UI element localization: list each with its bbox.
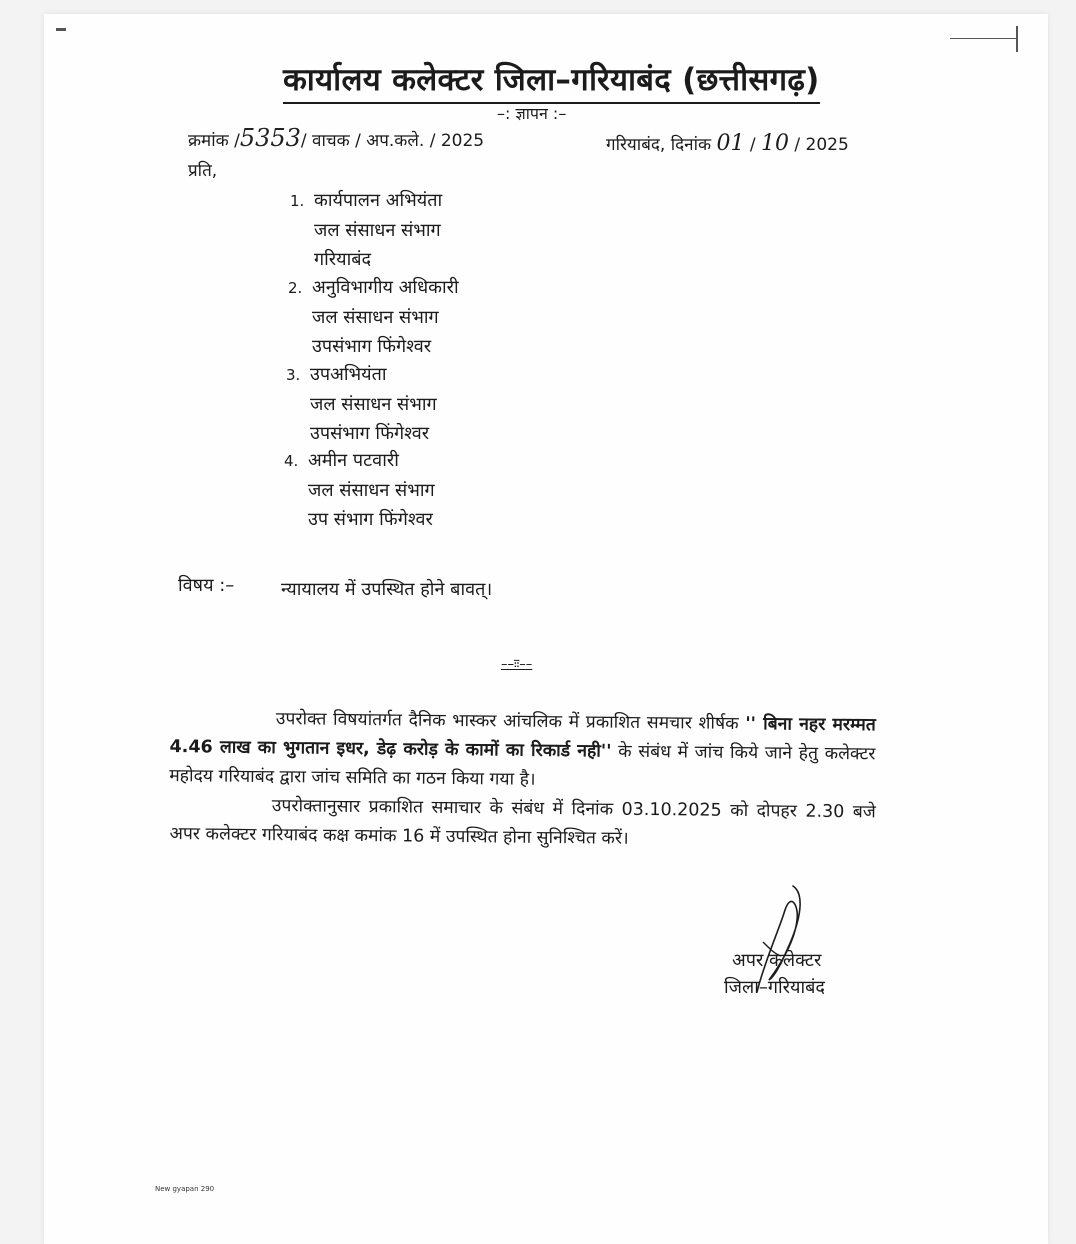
ref-number-handwritten: 5353: [239, 124, 301, 152]
body-paragraph-1: [169, 704, 876, 798]
recipient-4: [284, 446, 435, 534]
subject-text: न्यायालय में उपस्थित होने बावत्।: [281, 579, 493, 600]
recipient-number: 1.: [290, 192, 305, 210]
recipient-number: 4.: [284, 452, 299, 470]
recipient-line: अनुविभागीय अधिकारी: [312, 277, 459, 298]
para1-text: उपरोक्त विषयांतर्गत दैनिक भास्कर आंचलिक में प्रकाशित समचार शीर्षक: [275, 709, 739, 734]
recipient-line: उप संभाग फिंगेश्वर: [308, 509, 433, 530]
recipient-line: जल संसाधन संभाग: [312, 307, 439, 328]
scan-edge-mark: [56, 28, 66, 31]
recipient-line: जल संसाधन संभाग: [314, 220, 441, 241]
signatory-designation: अपर कलेक्टर: [732, 950, 822, 971]
document-page: [44, 14, 1048, 1244]
date-separator: /: [749, 135, 756, 155]
recipient-line: अमीन पटवारी: [308, 450, 399, 471]
recipient-number: 3.: [286, 366, 301, 384]
recipient-number: 2.: [288, 279, 303, 297]
reference-line: [188, 124, 484, 152]
recipient-1: [290, 186, 442, 274]
recipient-line: उपअभियंता: [310, 364, 387, 385]
body-paragraph-2: उपरोक्तानुसार प्रकाशित समाचार के संबंध में दिनांक 03.10.2025 को दोपहर 2.30 बजे अपर कलेक्टर गरियाबंद कक्ष कमांक 16 में उपस्थित होना सुनिश्चित करें।: [169, 796, 876, 849]
subject-label: विषय :–: [178, 575, 235, 596]
footer-note: New gyapan 290: [155, 1185, 215, 1193]
ref-prefix: क्रमांक /: [188, 131, 240, 151]
signatory-district: जिला–गरियाबंद: [724, 977, 825, 998]
news-headline: '' बिना नहर मरम्मत 4.46 लाख का भुगतान इधर, डेढ़ करोड़ के कामों का रिकार्ड नही'': [169, 714, 876, 762]
office-title: कार्यालय कलेक्टर जिला–गरियाबंद (छत्तीसगढ़): [283, 58, 820, 104]
scan-edge-mark: [1016, 26, 1018, 52]
recipient-line: उपसंभाग फिंगेश्वर: [312, 336, 432, 357]
section-divider: ––ःः––: [501, 657, 533, 672]
date-year: / 2025: [794, 135, 849, 155]
date-prefix: गरियाबंद, दिनांक: [606, 135, 712, 155]
para1-text-cont: के संबंध में जांच किये जाने हेतु कलेक्टर महोदय गरियाबंद द्वारा जांच समिति का गठन किया गया है।: [169, 741, 876, 790]
recipient-line: जल संसाधन संभाग: [310, 394, 437, 415]
memo-label: –: ज्ञापन :–: [497, 104, 567, 123]
recipient-line: गरियाबंद: [314, 249, 372, 270]
recipient-line: जल संसाधन संभाग: [308, 480, 435, 501]
to-label: प्रति,: [188, 161, 218, 181]
scan-edge-mark: [950, 38, 1016, 39]
recipient-2: [288, 273, 459, 361]
recipient-3: [286, 360, 437, 448]
recipient-line: उपसंभाग फिंगेश्वर: [310, 423, 430, 444]
date-month: 10: [761, 131, 790, 156]
date-line: [606, 131, 849, 156]
recipient-line: कार्यपालन अभियंता: [314, 190, 443, 211]
date-day: 01: [716, 131, 745, 156]
ref-suffix: / वाचक / अप.कले. / 2025: [300, 131, 485, 151]
